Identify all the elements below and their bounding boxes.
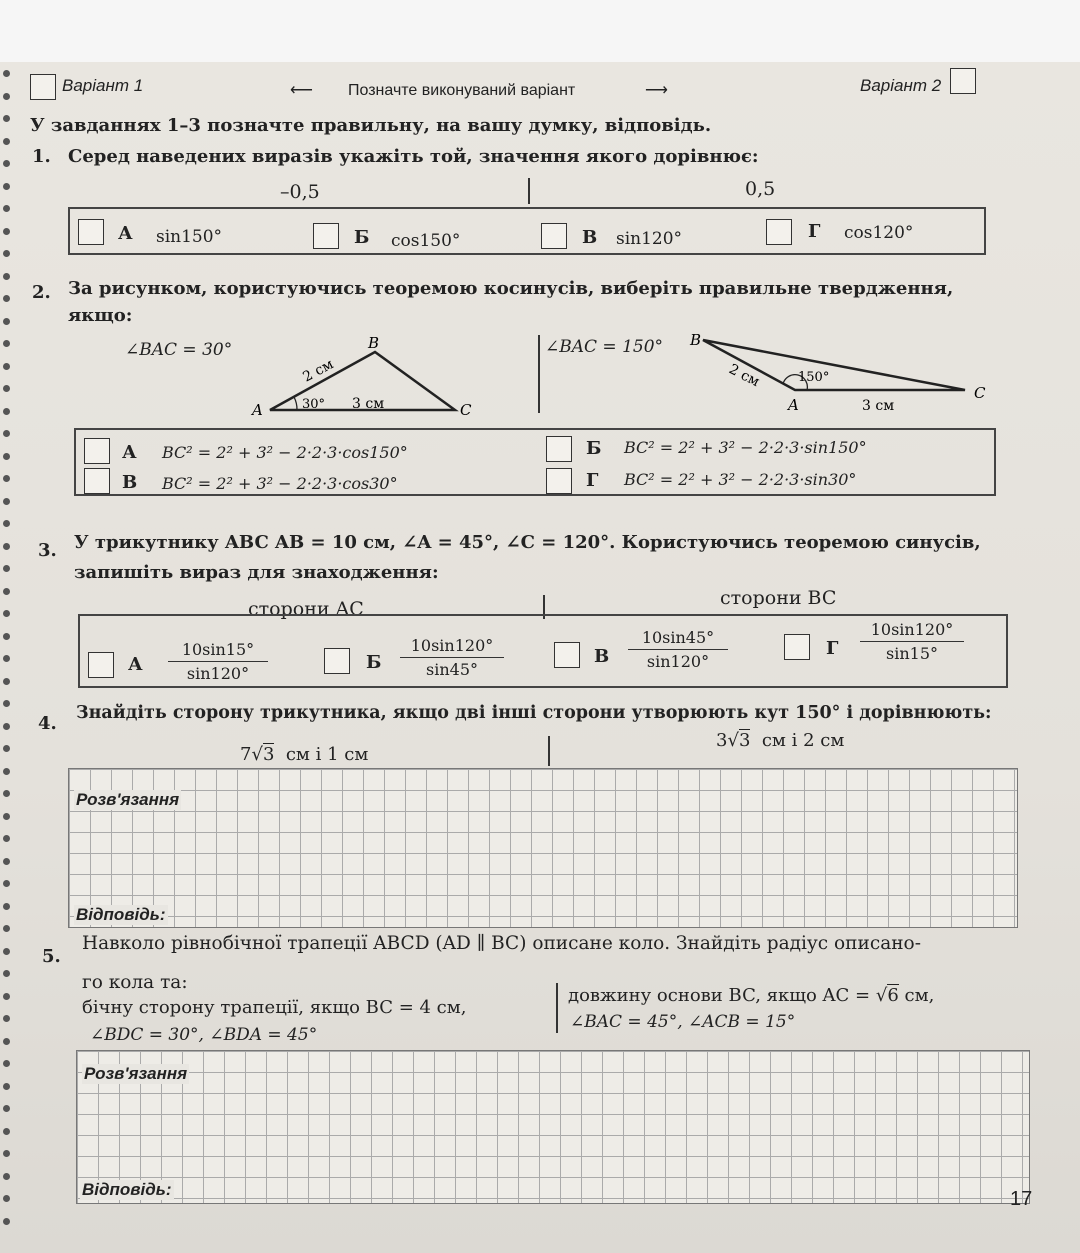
q5-number: 5. — [42, 946, 61, 967]
q3-option-v-fraction — [628, 628, 728, 671]
q3-option-b-checkbox[interactable] — [324, 648, 350, 674]
text-a: довжину основи BC, якщо AC = — [568, 985, 871, 1006]
binding-hole — [3, 1083, 10, 1090]
q2-option-g-checkbox[interactable] — [546, 468, 572, 494]
denominator: sin15° — [886, 644, 938, 663]
denominator: sin45° — [426, 660, 478, 679]
q3-number: 3. — [38, 540, 57, 561]
vertex-a: A — [252, 401, 263, 419]
q3-option-v-letter: В — [594, 646, 610, 667]
binding-hole — [3, 1038, 10, 1045]
variant-divider — [538, 335, 540, 413]
q5-left-line1: бічну сторону трапеції, якщо BC = 4 см, — [82, 997, 467, 1018]
q1-option-a-letter: А — [118, 223, 133, 244]
q3-option-g-fraction — [860, 620, 964, 663]
binding-hole — [3, 138, 10, 145]
q3-option-g-checkbox[interactable] — [784, 634, 810, 660]
q1-option-g-letter: Г — [808, 221, 821, 242]
vertex-c: C — [460, 401, 472, 419]
binding-hole — [3, 430, 10, 437]
rest: см і 1 см — [285, 744, 369, 765]
binding-hole — [3, 768, 10, 775]
binding-hole — [3, 610, 10, 617]
q3-text-line1: У трикутнику ABC AB = 10 см, ∠A = 45°, ∠C = 120°. Користуючись теоремою синусів, — [74, 532, 981, 553]
q3-right-part: сторони BC — [720, 587, 837, 609]
q1-option-b-checkbox[interactable] — [313, 223, 339, 249]
q2-text-line1: За рисунком, користуючись теоремою косинусів, виберіть правильне твердження, — [68, 278, 954, 299]
q2-number: 2. — [32, 282, 51, 303]
binding-hole — [3, 835, 10, 842]
q2-figure-left — [240, 330, 490, 425]
radicand: 6 — [887, 985, 899, 1006]
vertex-b: B — [690, 331, 702, 349]
radicand: 3 — [262, 744, 275, 765]
side-ac-label: 3 см — [862, 398, 895, 414]
q1-option-v-expr: sin120° — [616, 229, 683, 249]
binding-hole — [3, 903, 10, 910]
binding-hole — [3, 363, 10, 370]
q2-left-condition: ∠BAC = 30° — [125, 340, 233, 360]
denominator: sin120° — [646, 652, 710, 671]
q1-option-v-checkbox[interactable] — [541, 223, 567, 249]
binding-hole — [3, 970, 10, 977]
binding-hole — [3, 678, 10, 685]
variant-divider — [556, 983, 558, 1033]
vertex-c: C — [974, 384, 986, 402]
binding-hole — [3, 813, 10, 820]
binding-hole — [3, 1060, 10, 1067]
q2-option-v-checkbox[interactable] — [84, 468, 110, 494]
q5-solution-grid[interactable] — [76, 1050, 1030, 1204]
variant2-checkbox[interactable] — [950, 68, 976, 94]
binding-hole — [3, 160, 10, 167]
q4-answer-label: Відповідь: — [76, 905, 166, 924]
q4-left-values — [240, 744, 368, 765]
sqrt-icon: √ — [251, 744, 263, 765]
q5-left-line2: ∠BDC = 30°, ∠BDA = 45° — [90, 1025, 318, 1045]
binding-hole — [3, 993, 10, 1000]
q2-option-a-expr: BC² = 2² + 3² − 2·2·3·cos150° — [162, 443, 408, 462]
q3-left-part: сторони AC — [248, 598, 364, 620]
q2-option-v-expr: BC² = 2² + 3² − 2·2·3·cos30° — [162, 474, 398, 493]
binding-hole — [3, 318, 10, 325]
binding-hole — [3, 453, 10, 460]
q1-option-a-checkbox[interactable] — [78, 219, 104, 245]
q1-option-g-expr: cos120° — [844, 223, 914, 243]
binding-hole — [3, 745, 10, 752]
denominator: sin120° — [186, 664, 250, 683]
q2-option-b-expr: BC² = 2² + 3² − 2·2·3·sin150° — [624, 438, 867, 457]
spiral-binding — [0, 70, 14, 1250]
binding-hole — [3, 880, 10, 887]
q2-option-g-expr: BC² = 2² + 3² − 2·2·3·sin30° — [624, 470, 857, 489]
binding-hole — [3, 475, 10, 482]
q4-text: Знайдіть сторону трикутника, якщо дві інші сторони утворюють кут 150° і дорівнюють: — [76, 703, 992, 723]
q3-option-g-letter: Г — [826, 638, 839, 659]
left-arrow-icon: ⟵ — [290, 82, 313, 99]
binding-hole — [3, 1105, 10, 1112]
binding-hole — [3, 70, 10, 77]
q2-options-box — [74, 428, 996, 496]
binding-hole — [3, 520, 10, 527]
q5-text-line2: го кола та: — [82, 972, 188, 993]
vertex-b: B — [368, 334, 380, 352]
binding-hole — [3, 1015, 10, 1022]
q3-option-v-checkbox[interactable] — [554, 642, 580, 668]
binding-hole — [3, 925, 10, 932]
coefficient: 3 — [716, 730, 728, 751]
binding-hole — [3, 1173, 10, 1180]
numerator: 10sin120° — [860, 620, 964, 642]
binding-hole — [3, 273, 10, 280]
binding-hole — [3, 183, 10, 190]
q3-options-box — [78, 614, 1008, 688]
q1-option-b-letter: Б — [354, 227, 370, 248]
q4-number: 4. — [38, 713, 57, 734]
q5-text-line1: Навколо рівнобічної трапеції ABCD (AD ∥ BC) описане коло. Знайдіть радіус описано- — [82, 933, 921, 954]
binding-hole — [3, 385, 10, 392]
binding-hole — [3, 1150, 10, 1157]
variant1-label: Варіант 1 — [62, 76, 144, 95]
q5-right-line2: ∠BAC = 45°, ∠ACB = 15° — [570, 1012, 796, 1032]
q3-text-line2: запишіть вираз для знаходження: — [74, 562, 439, 583]
q1-text: Серед наведених виразів укажіть той, значення якого дорівнює: — [68, 146, 759, 167]
binding-hole — [3, 655, 10, 662]
binding-hole — [3, 723, 10, 730]
q1-right-value: 0,5 — [745, 178, 776, 200]
q5-answer-label: Відповідь: — [82, 1180, 172, 1199]
side-ab-label: 2 см — [726, 361, 763, 391]
q1-option-b-expr: cos150° — [391, 231, 461, 251]
variant-instruction: Позначте виконуваний варіант — [348, 82, 576, 99]
binding-hole — [3, 633, 10, 640]
q2-option-a-checkbox[interactable] — [84, 438, 110, 464]
q1-option-g-checkbox[interactable] — [766, 219, 792, 245]
q3-option-b-fraction — [400, 636, 504, 679]
text-b: см, — [904, 985, 935, 1006]
binding-hole — [3, 498, 10, 505]
side-ac-label: 3 см — [352, 396, 385, 412]
binding-hole — [3, 408, 10, 415]
binding-hole — [3, 93, 10, 100]
angle-label: 30° — [302, 397, 326, 412]
page-number: 17 — [1010, 1188, 1033, 1210]
q1-number: 1. — [32, 146, 51, 167]
radicand: 3 — [738, 730, 751, 751]
q3-option-a-letter: А — [128, 654, 143, 675]
rest: см і 2 см — [761, 730, 845, 751]
binding-hole — [3, 790, 10, 797]
coefficient: 7 — [240, 744, 252, 765]
instructions: У завданнях 1–3 позначте правильну, на вашу думку, відповідь. — [30, 115, 712, 136]
binding-hole — [3, 858, 10, 865]
binding-hole — [3, 1128, 10, 1135]
right-arrow-icon: ⟶ — [645, 82, 668, 99]
angle-label: 150° — [798, 370, 830, 385]
angle-arc — [294, 397, 297, 410]
variant-divider — [548, 736, 550, 766]
variant-divider — [528, 178, 530, 204]
q5-right-line1 — [568, 985, 934, 1006]
background-top — [0, 0, 1080, 62]
vertex-a: A — [788, 396, 799, 414]
binding-hole — [3, 295, 10, 302]
binding-hole — [3, 700, 10, 707]
q3-option-a-checkbox[interactable] — [88, 652, 114, 678]
binding-hole — [3, 565, 10, 572]
binding-hole — [3, 340, 10, 347]
q1-option-v-letter: В — [582, 227, 598, 248]
q1-left-value: –0,5 — [280, 181, 320, 203]
q3-option-b-letter: Б — [366, 652, 382, 673]
q2-option-v-letter: В — [122, 472, 138, 493]
q2-right-condition: ∠BAC = 150° — [545, 337, 664, 357]
q3-option-a-fraction — [168, 640, 268, 683]
sqrt-icon: √ — [727, 730, 739, 751]
binding-hole — [3, 1195, 10, 1202]
binding-hole — [3, 228, 10, 235]
binding-hole — [3, 1218, 10, 1225]
q4-right-values — [716, 730, 844, 751]
binding-hole — [3, 250, 10, 257]
q2-figure-right — [680, 328, 1000, 418]
q2-text-line2: якщо: — [68, 305, 133, 326]
side-ab-label: 2 см — [300, 356, 337, 386]
numerator: 10sin15° — [168, 640, 268, 662]
q4-solution-label: Розв'язання — [76, 790, 180, 809]
binding-hole — [3, 543, 10, 550]
variant1-checkbox[interactable] — [30, 74, 56, 100]
numerator: 10sin120° — [400, 636, 504, 658]
binding-hole — [3, 115, 10, 122]
numerator: 10sin45° — [628, 628, 728, 650]
q1-options-box — [68, 207, 986, 255]
q2-option-b-checkbox[interactable] — [546, 436, 572, 462]
binding-hole — [3, 588, 10, 595]
binding-hole — [3, 205, 10, 212]
q5-solution-label: Розв'язання — [84, 1064, 188, 1083]
q2-option-b-letter: Б — [586, 438, 602, 459]
q2-option-g-letter: Г — [586, 470, 599, 491]
binding-hole — [3, 948, 10, 955]
q2-option-a-letter: А — [122, 442, 137, 463]
sqrt-icon: √ — [875, 985, 888, 1006]
q1-option-a-expr: sin150° — [156, 227, 223, 247]
q4-solution-grid[interactable] — [68, 768, 1018, 928]
variant2-label: Варіант 2 — [860, 76, 942, 95]
